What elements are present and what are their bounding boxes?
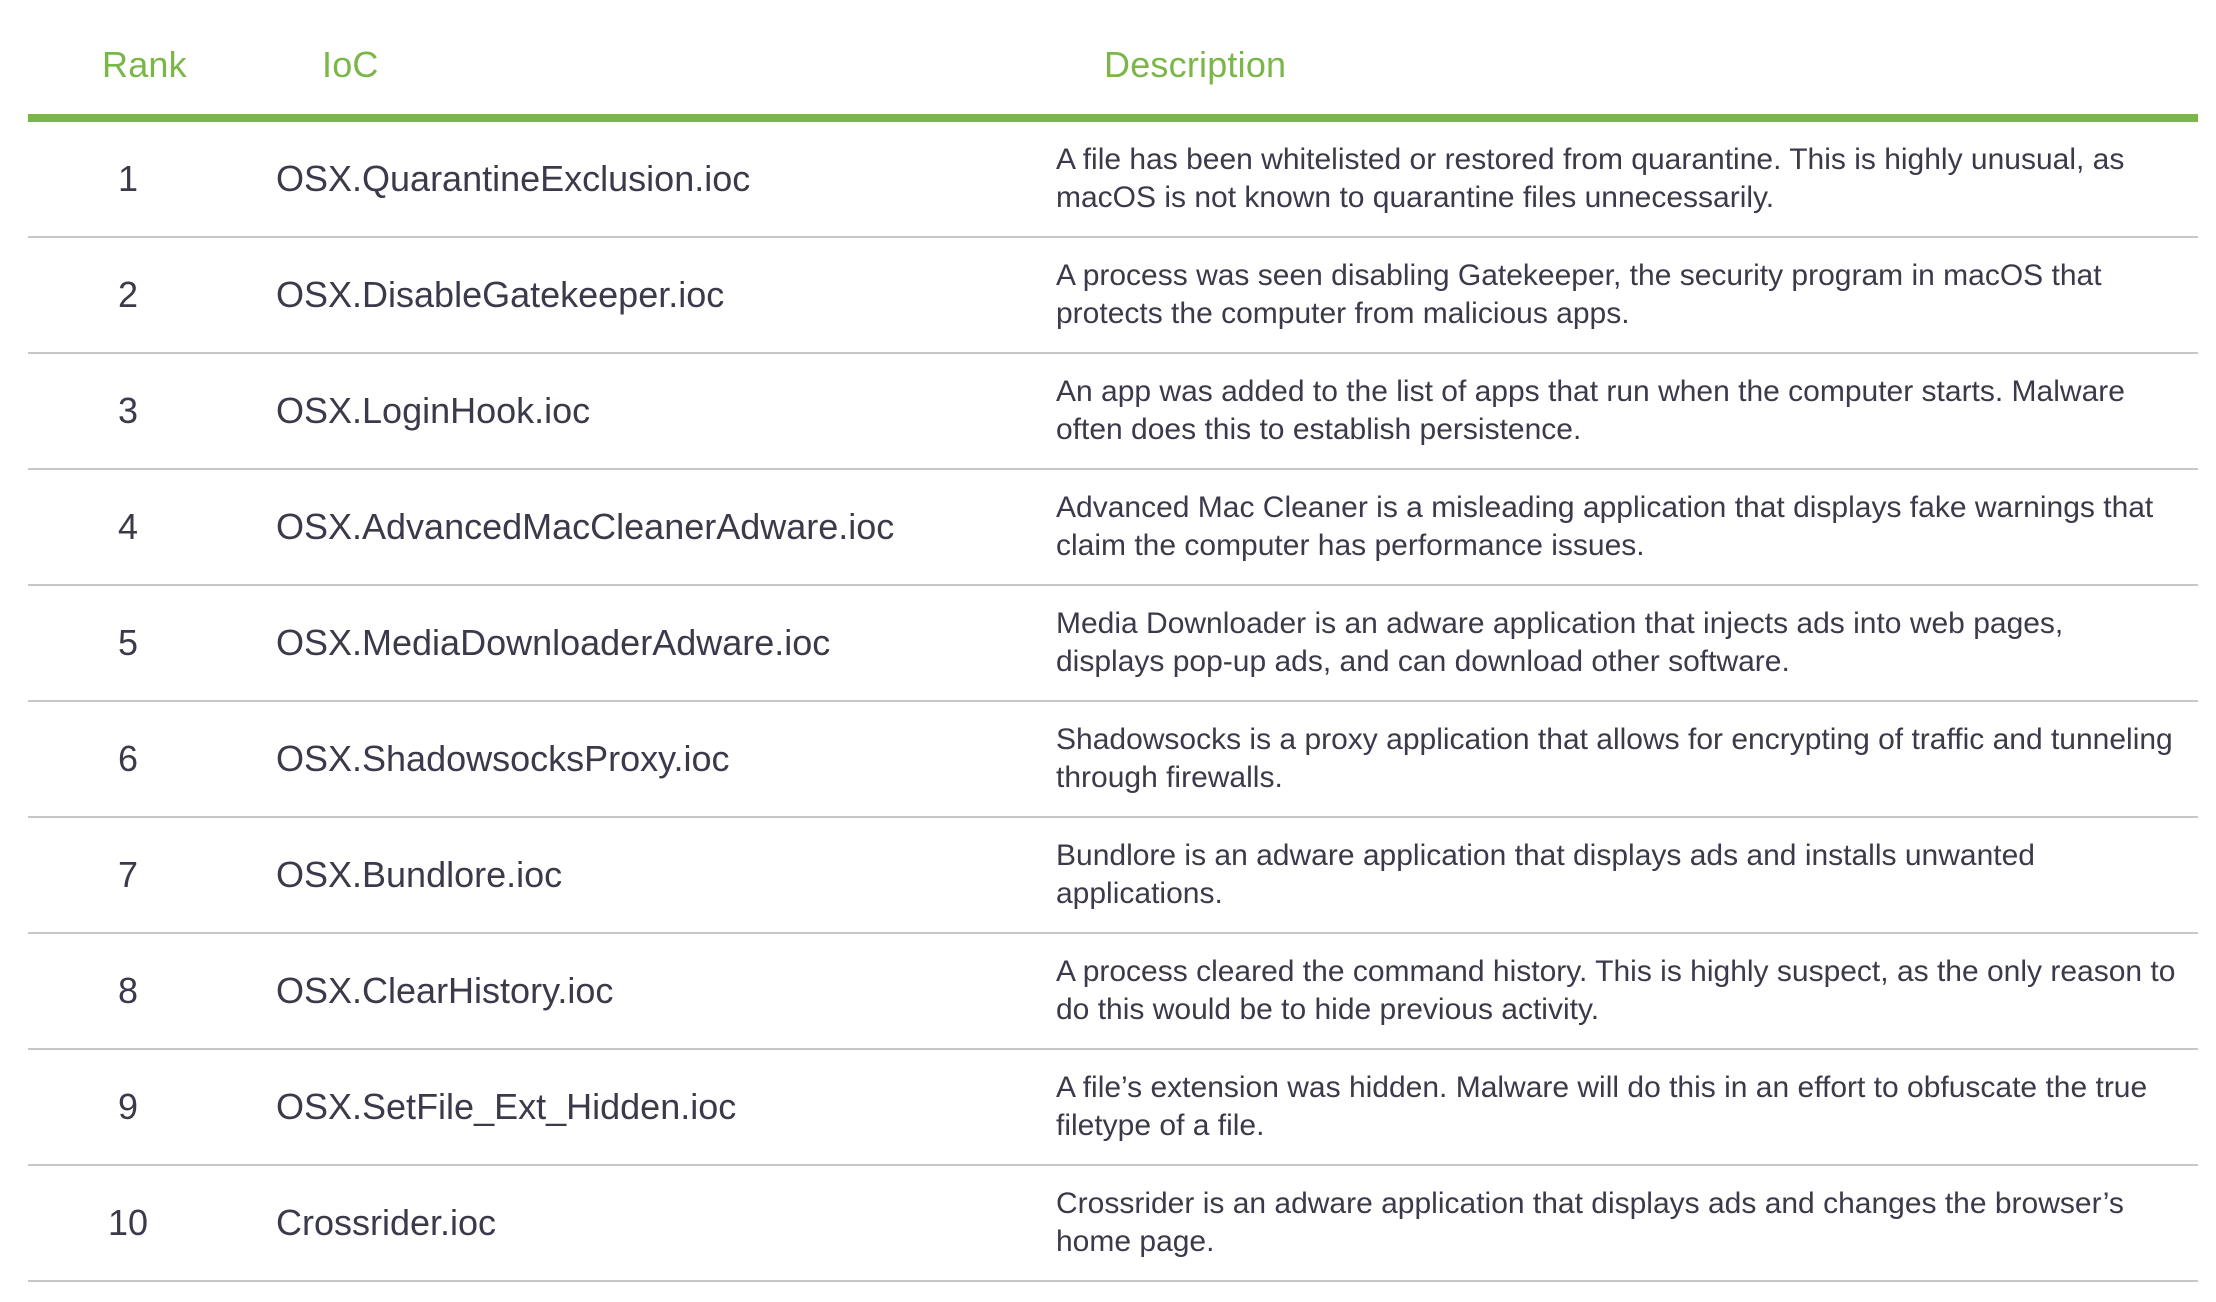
table-row bbox=[28, 1050, 2198, 1166]
rank-cell: 3 bbox=[117, 390, 139, 431]
column-header-ioc: IoC bbox=[322, 44, 379, 85]
table-row bbox=[28, 354, 2198, 470]
column-header-rank: Rank bbox=[102, 44, 187, 85]
description-cell: A file has been whitelisted or restored from quarantine. This is highly unusual, as macOS is not known to quarantine files unnecessarily. bbox=[1056, 143, 2125, 214]
rank-cell: 5 bbox=[117, 622, 139, 663]
rank-cell: 7 bbox=[117, 854, 139, 895]
ioc-cell: OSX.MediaDownloaderAdware.ioc bbox=[276, 622, 831, 663]
ioc-cell: Crossrider.ioc bbox=[276, 1202, 497, 1243]
description-cell: A file’s extension was hidden. Malware will do this in an effort to obfuscate the true filetype of a file. bbox=[1056, 1071, 2148, 1142]
rank-cell: 2 bbox=[117, 274, 139, 315]
table-row bbox=[28, 238, 2198, 354]
description-cell: Media Downloader is an adware application that injects ads into web pages, displays pop-up ads, and can download other software. bbox=[1056, 607, 2064, 678]
description-cell: Bundlore is an adware application that displays ads and installs unwanted applications. bbox=[1056, 839, 2035, 910]
rank-cell: 8 bbox=[117, 970, 139, 1011]
table-row bbox=[28, 470, 2198, 586]
table-row bbox=[28, 1166, 2198, 1282]
ioc-cell: OSX.AdvancedMacCleanerAdware.ioc bbox=[276, 506, 895, 547]
ioc-cell: OSX.LoginHook.ioc bbox=[276, 390, 591, 431]
table-row bbox=[28, 702, 2198, 818]
ioc-cell: OSX.QuarantineExclusion.ioc bbox=[276, 158, 751, 199]
table-row bbox=[28, 122, 2198, 238]
rank-cell: 6 bbox=[117, 738, 139, 779]
table-row bbox=[28, 586, 2198, 702]
table-header bbox=[28, 0, 2198, 122]
ioc-cell: OSX.Bundlore.ioc bbox=[276, 854, 563, 895]
rank-cell: 1 bbox=[117, 158, 139, 199]
description-cell: A process cleared the command history. This is highly suspect, as the only reason to do this would be to hide previous activity. bbox=[1056, 955, 2176, 1026]
description-cell: Crossrider is an adware application that displays ads and changes the browser’s home page. bbox=[1056, 1187, 2124, 1258]
description-cell: A process was seen disabling Gatekeeper, the security program in macOS that protects the computer from malicious apps. bbox=[1056, 259, 2102, 330]
ioc-table bbox=[28, 0, 2198, 1282]
ioc-cell: OSX.SetFile_Ext_Hidden.ioc bbox=[276, 1086, 737, 1127]
rank-cell: 4 bbox=[117, 506, 139, 547]
rank-cell: 9 bbox=[117, 1086, 139, 1127]
description-cell: Advanced Mac Cleaner is a misleading application that displays fake warnings that claim the computer has performance issues. bbox=[1056, 491, 2154, 562]
rank-cell: 10 bbox=[107, 1202, 149, 1243]
ioc-cell: OSX.ClearHistory.ioc bbox=[276, 970, 614, 1011]
column-header-description: Description bbox=[1104, 44, 1287, 85]
ioc-cell: OSX.DisableGatekeeper.ioc bbox=[276, 274, 725, 315]
ioc-cell: OSX.ShadowsocksProxy.ioc bbox=[276, 738, 730, 779]
description-cell: An app was added to the list of apps that run when the computer starts. Malware often does this to establish persistence. bbox=[1056, 375, 2125, 446]
table-row bbox=[28, 934, 2198, 1050]
table-row bbox=[28, 818, 2198, 934]
description-cell: Shadowsocks is a proxy application that allows for encrypting of traffic and tunneling through firewalls. bbox=[1056, 723, 2173, 794]
